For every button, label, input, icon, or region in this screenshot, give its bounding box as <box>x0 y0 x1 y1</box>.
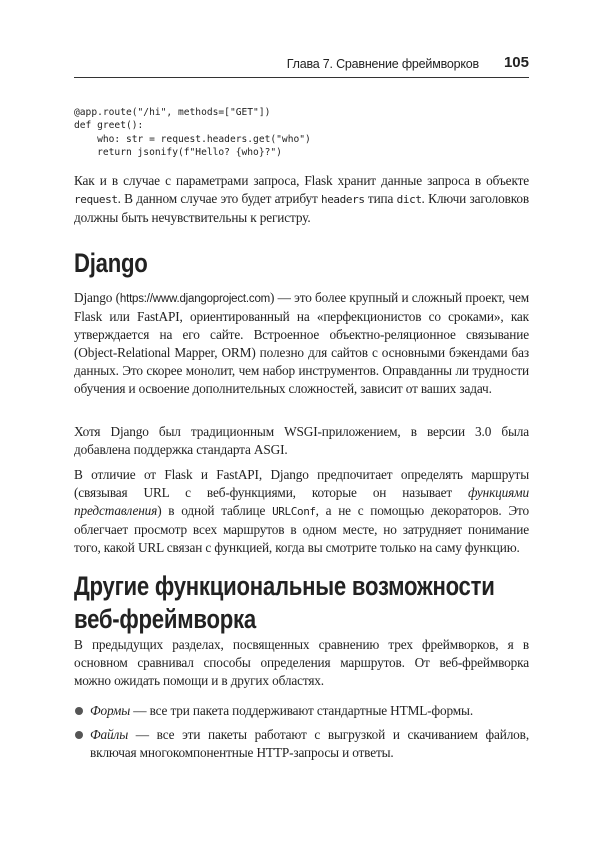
bullet-icon <box>75 707 83 715</box>
paragraph-request-headers <box>74 172 529 227</box>
paragraph-django-asgi: Хотя Django был традиционным WSGI-приложением, в версии 3.0 была добавлена поддержка стандарта ASGI. <box>74 424 529 458</box>
text-run: Django ( <box>74 290 120 305</box>
text-run: ) в одной таблице <box>157 503 273 519</box>
list-item-term: Файлы <box>90 727 129 743</box>
list-item-text: — все три пакета поддерживают стандартные HTML-формы. <box>130 703 473 718</box>
inline-code-request: request <box>74 193 118 207</box>
bullet-icon <box>75 731 83 739</box>
text-run: . В данном случае это будет атрибут <box>117 191 321 207</box>
section-heading-django: Django <box>74 248 148 278</box>
django-url-link[interactable]: https://www.djangoproject.com <box>119 293 271 305</box>
chapter-title: Глава 7. Сравнение фреймворков <box>286 57 479 71</box>
paragraph-django-intro <box>74 289 529 399</box>
running-header <box>74 54 529 78</box>
text-run: , а не с помощью декораторов. Это облегчает просмотр всех маршрутов в одном месте, но затрудняет понимание того, какой URL связан с функцией, когда вы смотрите только на саму функцию. <box>74 503 529 556</box>
emphasis-view-functions: функциями представления <box>74 485 529 519</box>
paragraph-other-intro: В предыдущих разделах, посвященных сравнению трех фреймворков, я в основном сравнивал способы определения маршрутов. От веб-фреймворка можно ожидать помощи и в других областях. <box>74 637 529 689</box>
page-number: 105 <box>503 54 529 71</box>
text-run: ) — это более крупный и сложный проект, чем Flask или FastAPI, ориентированный на «перфекционистов со сроками», как утверждается на его сайте. Встроенное объектно-реляционное связывание (Object-Relational Mapper, ORM) полезно для сайтов с основными бэкендами баз данных. Это скорее монолит, чем набор инструментов. Оправданны ли трудности обучения и освоение дополнительных сложностей, зависит от ваших задач. <box>74 290 530 397</box>
list-item-text: — все эти пакеты работают с выгрузкой и скачиванием файлов, включая многокомпонентные HTTP-запросы и ответы. <box>90 727 529 761</box>
feature-list <box>74 702 529 768</box>
paragraph-django-urlconf <box>74 466 529 557</box>
code-listing: @app.route("/hi", methods=["GET"]) def greet(): who: str = request.headers.get("who") return jsonify(f"Hello? {who}?") <box>74 107 311 159</box>
text-run: Как и в случае с параметрами запроса, Flask хранит данные запроса в объекте <box>74 173 529 188</box>
section-heading-other-features: Другие функциональные возможности веб-фреймворка <box>74 571 495 634</box>
list-item <box>74 726 529 762</box>
text-run: типа <box>364 191 397 207</box>
inline-code-headers: headers <box>320 193 365 207</box>
inline-code-dict: dict <box>396 193 422 207</box>
text-run: В отличие от Flask и FastAPI, Django предпочитает определять маршруты (связывая URL с веб-функциями, которые он называет <box>74 467 529 501</box>
text-run: . Ключи заголовков должны быть нечувствительны к регистру. <box>74 191 529 226</box>
inline-code-urlconf: URLConf <box>272 505 316 519</box>
list-item-term: Формы <box>90 703 131 718</box>
list-item <box>74 702 529 720</box>
